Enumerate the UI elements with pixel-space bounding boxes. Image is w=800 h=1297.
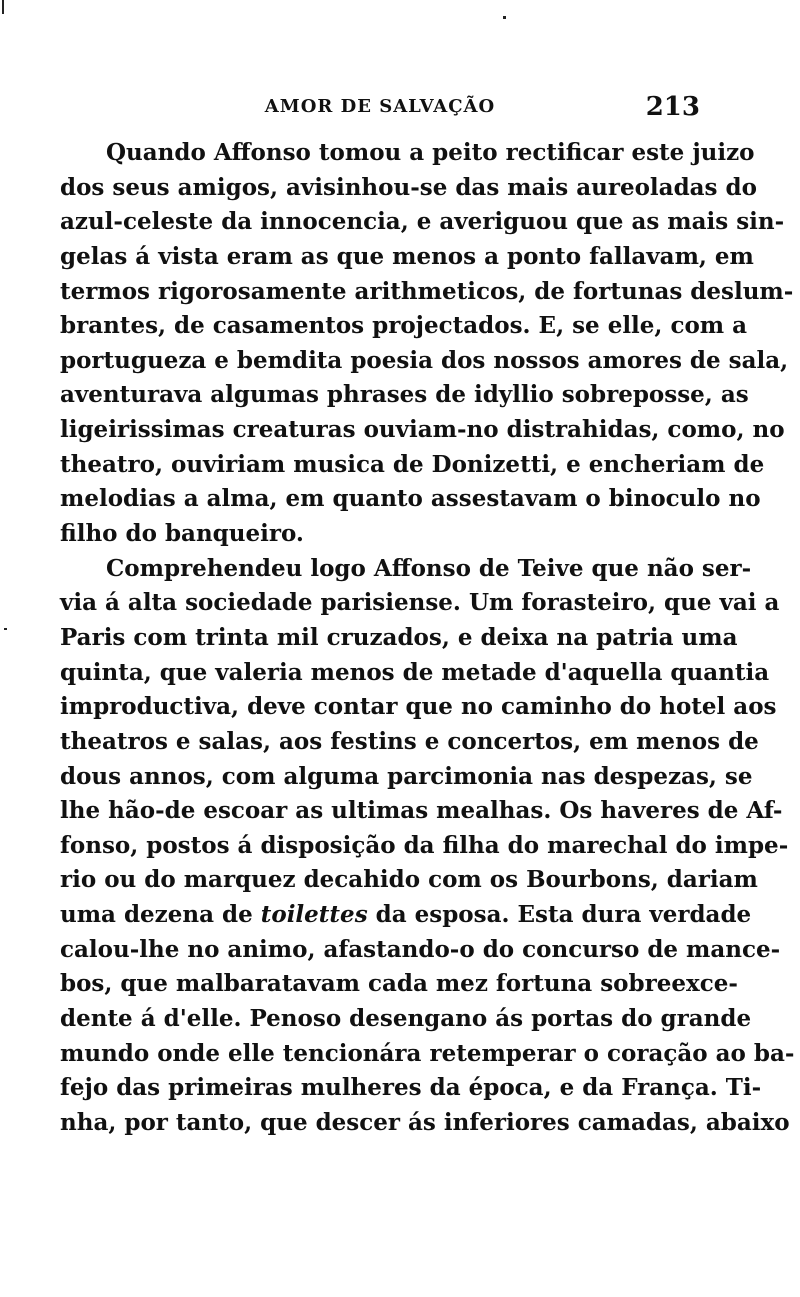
text-line: mundo onde elle tencionára retemperar o coração ao ba- — [60, 1039, 795, 1067]
text-line: theatros e salas, aos festins e concertos, em menos de — [60, 727, 759, 755]
text-line: termos rigorosamente arithmeticos, de fortunas deslum- — [60, 277, 794, 305]
running-title: AMOR DE SALVAÇÃO — [264, 96, 496, 117]
page-number: 213 — [645, 92, 700, 122]
text-line: via á alta sociedade parisiense. Um forasteiro, que vai a — [60, 589, 780, 617]
text-line: bos, que malbaratavam cada mez fortuna sobreexce- — [60, 970, 738, 998]
text-line: nha, por tanto, que descer ás inferiores camadas, abaixo — [60, 1108, 790, 1136]
italic-word: toilettes — [260, 901, 368, 929]
text-line: dous annos, com alguma parcimonia nas despezas, se — [60, 762, 753, 790]
text-line: calou-lhe no animo, afastando-o do concurso de mance- — [60, 935, 781, 963]
margin-mark-left — [4, 628, 7, 630]
text-segment: da esposa. Esta dura verdade — [367, 901, 752, 929]
text-line: Comprehendeu logo Affonso de Teive que não ser- — [106, 554, 752, 582]
text-line: fonso, postos á disposição da filha do marechal do impe- — [60, 831, 789, 859]
text-line: brantes, de casamentos projectados. E, se elle, com a — [60, 312, 748, 340]
text-line: dos seus amigos, avisinhou-se das mais aureoladas do — [60, 173, 757, 201]
text-line: dente á d'elle. Penoso desengano ás portas do grande — [60, 1005, 752, 1033]
text-line: azul-celeste da innocencia, e averiguou que as mais sin- — [60, 208, 785, 236]
text-line: quinta, que valeria menos de metade d'aquella quantia — [60, 658, 770, 686]
text-line: improductiva, deve contar que no caminho do hotel aos — [60, 693, 777, 721]
text-line: filho do banqueiro. — [60, 520, 304, 548]
text-line: theatro, ouviriam musica de Donizetti, e encheriam de — [60, 450, 765, 478]
body-text — [60, 136, 795, 1141]
margin-mark-top-center — [503, 16, 506, 19]
text-line: Quando Affonso tomou a peito rectificar este juizo — [106, 139, 755, 166]
text-line: aventurava algumas phrases de idyllio sobreposse, as — [60, 381, 749, 409]
text-line: fejo das primeiras mulheres da época, e da França. Ti- — [60, 1074, 762, 1102]
text-line: gelas á vista eram as que menos a ponto fallavam, em — [60, 242, 754, 270]
text-line: lhe hão-de escoar as ultimas mealhas. Os haveres de Af- — [60, 797, 783, 825]
text-line-with-italic — [60, 898, 752, 933]
text-line: Paris com trinta mil cruzados, e deixa na patria uma — [60, 623, 738, 651]
text-line: ligeirissimas creaturas ouviam-no distrahidas, como, no — [60, 416, 785, 444]
margin-mark-top-left — [2, 0, 4, 14]
text-segment: uma dezena de — [60, 901, 261, 929]
text-line: rio ou do marquez decahido com os Bourbons, dariam — [60, 866, 758, 894]
text-line: melodias a alma, em quanto assestavam o binoculo no — [60, 485, 761, 513]
page-header — [60, 92, 700, 126]
text-line: portugueza e bemdita poesia dos nossos amores de sala, — [60, 346, 789, 374]
